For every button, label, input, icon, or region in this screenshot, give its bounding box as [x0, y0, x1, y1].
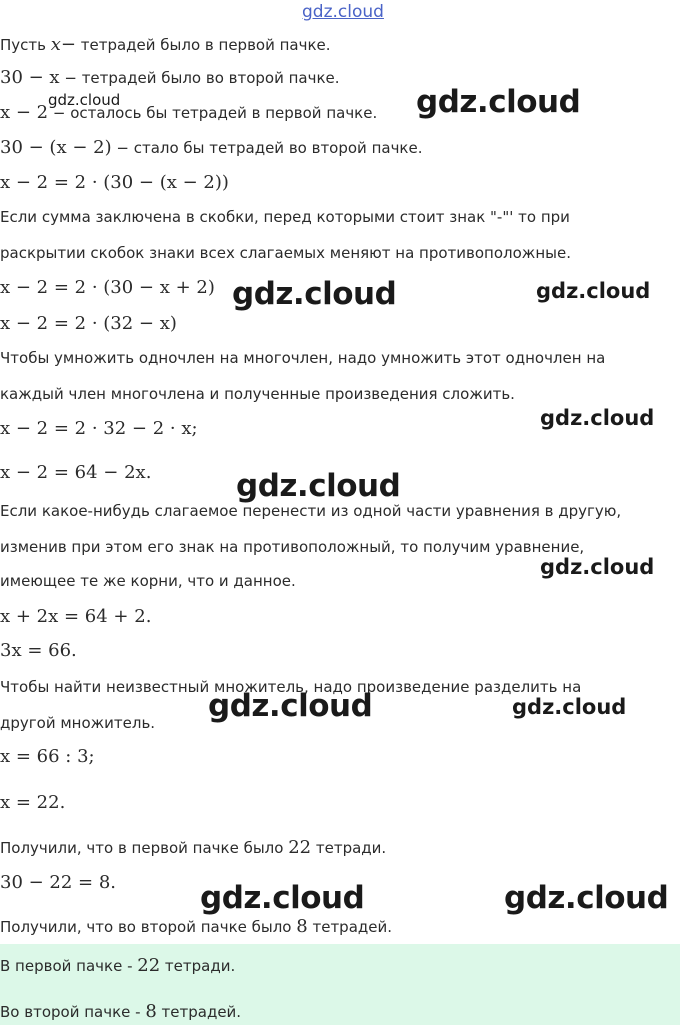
solution-line-23	[0, 837, 680, 859]
solution-line-15	[0, 537, 680, 557]
line-text: − тетрадей было во второй пачке.	[59, 69, 340, 87]
math-expression: 8	[296, 916, 308, 937]
line-text: Получили, что во второй пачке было	[0, 918, 297, 936]
solution-line-9	[0, 313, 680, 335]
solution-line-7	[0, 243, 680, 263]
watermark: gdz.cloud	[208, 688, 373, 724]
math-expression: x − 2 = 2 · (30 − (x − 2))	[0, 172, 229, 193]
math-expression: x = 22.	[0, 792, 66, 813]
math-expression: x − 2 = 2 · (30 − x + 2)	[0, 277, 215, 298]
math-expression: x + 2x = 64 + 2.	[0, 606, 152, 627]
rule-text: Если какое-нибудь слагаемое перенести из одной части уравнения в другую,	[0, 502, 622, 520]
line-text: тетрадей.	[307, 918, 393, 936]
solution-line-1	[0, 34, 680, 56]
rule-text: другой множитель.	[0, 714, 156, 732]
math-expression: 3x = 66.	[0, 640, 77, 661]
rule-text: Чтобы найти неизвестный множитель, надо произведение разделить на	[0, 678, 582, 696]
answer-text: Во второй пачке -	[0, 1003, 146, 1021]
rule-text: имеющее те же корни, что и данное.	[0, 572, 296, 590]
watermark: gdz.cloud	[536, 279, 651, 303]
watermark: gdz.cloud	[48, 91, 121, 109]
math-expression: 22	[137, 955, 161, 976]
line-text: − стало бы тетрадей во второй пачке.	[111, 139, 423, 157]
line-text: − осталось бы тетрадей в первой пачке.	[48, 104, 378, 122]
site-link[interactable]: gdz.cloud	[302, 2, 384, 22]
watermark: gdz.cloud	[236, 468, 401, 504]
math-expression: x − 2 = 2 · 32 − 2 · x;	[0, 418, 198, 439]
solution-line-25	[0, 916, 680, 938]
solution-line-11	[0, 384, 680, 404]
rule-text: Чтобы умножить одночлен на многочлен, надо умножить этот одночлен на	[0, 349, 606, 367]
rule-text: изменив при этом его знак на противоположный, то получим уравнение,	[0, 538, 585, 556]
solution-line-22	[0, 792, 680, 814]
line-text: Пусть	[0, 36, 51, 54]
solution-line-14	[0, 501, 680, 521]
solution-line-5	[0, 172, 680, 194]
solution-line-4	[0, 137, 680, 159]
watermark: gdz.cloud	[416, 84, 581, 120]
answer-line-2	[0, 1001, 680, 1023]
solution-line-21	[0, 746, 680, 768]
math-expression: 8	[145, 1001, 157, 1022]
watermark: gdz.cloud	[504, 880, 669, 916]
answer-line-1	[0, 955, 680, 977]
answer-text: тетради.	[160, 957, 236, 975]
answer-text: В первой пачке -	[0, 957, 138, 975]
watermark: gdz.cloud	[232, 276, 397, 312]
math-expression: x − 2 = 2 · (32 − x)	[0, 313, 177, 334]
watermark: gdz.cloud	[540, 555, 655, 579]
solution-line-18	[0, 640, 680, 662]
math-expression: x − 2 = 64 − 2x.	[0, 462, 152, 483]
line-text: Получили, что в первой пачке было	[0, 839, 289, 857]
answer-box	[0, 944, 680, 1025]
math-expression: 30 − 22 = 8.	[0, 872, 117, 893]
rule-text: каждый член многочлена и полученные произведения сложить.	[0, 385, 515, 403]
line-text: тетрадей было в первой пачке.	[75, 36, 331, 54]
watermark: gdz.cloud	[540, 406, 655, 430]
solution-line-17	[0, 606, 680, 628]
watermark: gdz.cloud	[512, 695, 627, 719]
solution-line-10	[0, 348, 680, 368]
math-expression: 30 − x	[0, 67, 60, 88]
line-text: тетради.	[311, 839, 387, 857]
math-expression: 22	[288, 837, 312, 858]
rule-text: раскрытии скобок знаки всех слагаемых меняют на противоположные.	[0, 244, 571, 262]
math-expression: 30 − (x − 2)	[0, 137, 112, 158]
answer-text: тетрадей.	[156, 1003, 242, 1021]
math-expression: x = 66 : 3;	[0, 746, 95, 767]
solution-line-6	[0, 207, 680, 227]
math-expression: x − 2	[0, 102, 49, 123]
watermark: gdz.cloud	[200, 880, 365, 916]
math-expression: x−	[50, 34, 76, 55]
rule-text: Если сумма заключена в скобки, перед которыми стоит знак "-"' то при	[0, 208, 570, 226]
